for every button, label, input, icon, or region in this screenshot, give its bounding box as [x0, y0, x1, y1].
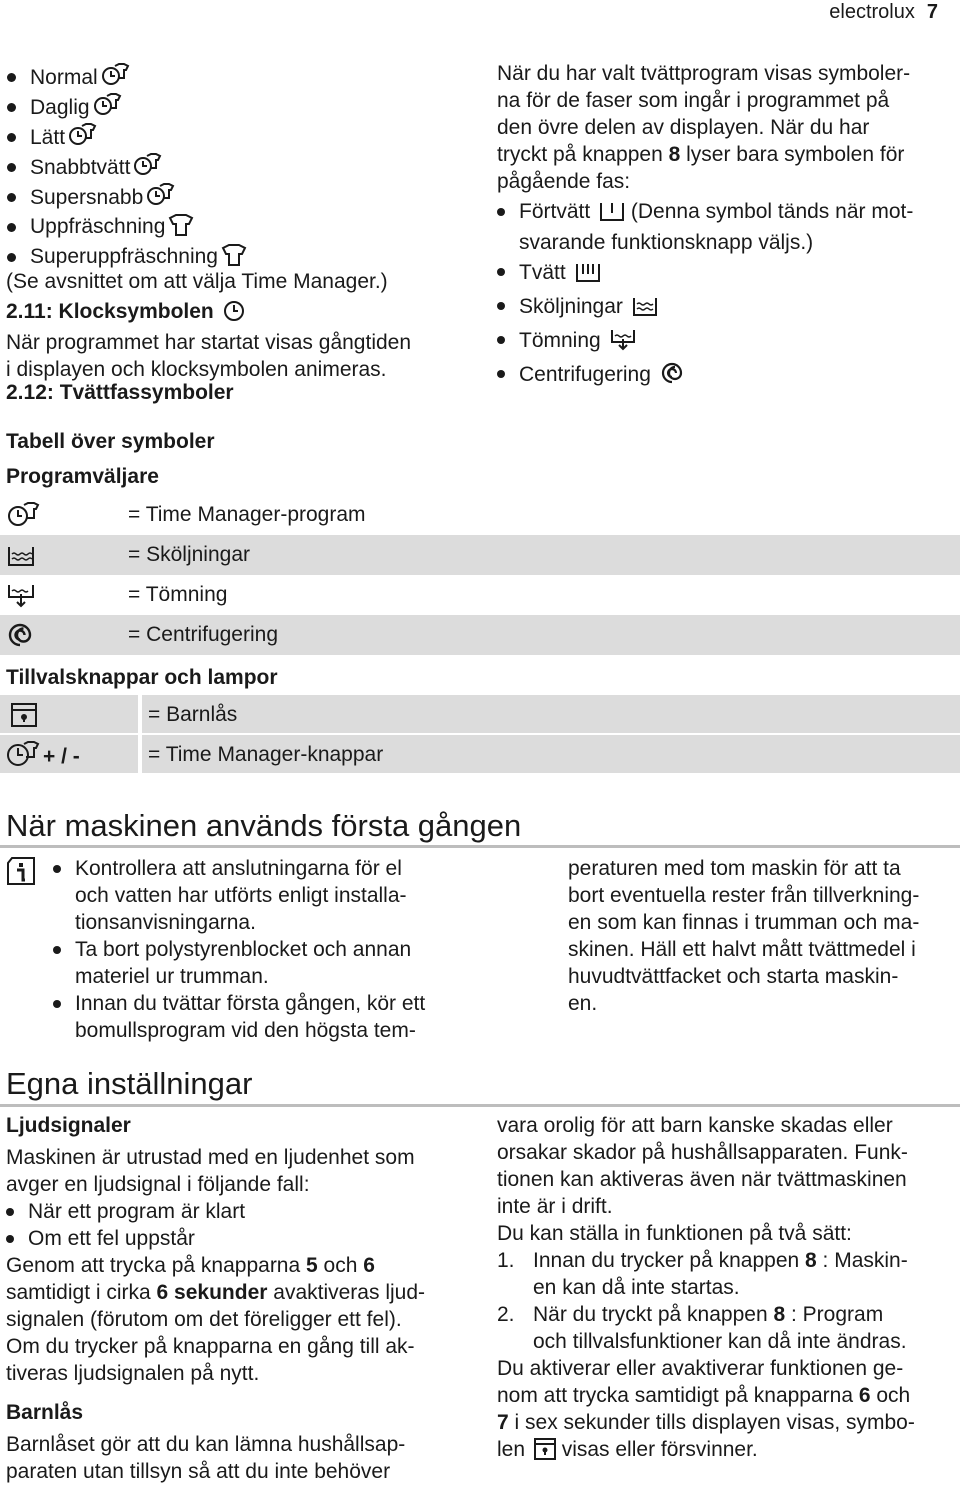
row-label: = Sköljningar: [128, 543, 250, 566]
phase-list: [497, 198, 957, 394]
list-item: Kontrollera att anslutningarna för el och vatten har utförts enligt installa- tionsanvisningarna.: [53, 855, 483, 936]
row-label: = Time Manager-knappar: [148, 743, 384, 766]
child-lock-icon: [534, 1438, 556, 1467]
selector-title: Programväljare: [6, 465, 159, 488]
lock-text: Barnlåset gör att du kan lämna hushållsap- paraten utan tillsyn så att du inte behöver: [6, 1433, 406, 1483]
sound-enable-text: Om du trycker på knapparna en gång till ak- tiveras ljudsignalen på nytt.: [6, 1335, 415, 1385]
brand-name: electrolux: [829, 1, 915, 23]
list-item: [6, 122, 247, 152]
phase-wash: Tvätt: [497, 258, 957, 292]
page-number: 7: [926, 1, 938, 23]
program-label: Normal: [30, 66, 98, 89]
phase-intro: [497, 60, 957, 195]
list-item: 2. När du tryckt på knappen 8 : Program och tillvalsfunktioner kan då inte ändras.: [497, 1303, 907, 1353]
own-settings-heading: Egna inställningar: [6, 1066, 253, 1101]
sound-disable-text: Genom att trycka på knapparna 5 och 6 samtidigt i cirka 6 sekunder avaktiveras ljud- signalen (förutom om det föreligger ett fel).: [6, 1254, 425, 1331]
phase-intro-line: den övre delen av displayen. När du har: [497, 116, 870, 139]
program-label: Supersnabb: [30, 186, 144, 209]
phase-intro-line: tryckt på knappen 8 lyser bara symbolen för: [497, 143, 905, 166]
section-divider: [0, 1104, 960, 1107]
phase-intro-line: pågående fas:: [497, 170, 631, 193]
spin-icon: [660, 361, 684, 394]
lock-title: Barnlås: [6, 1401, 84, 1424]
sound-text: Maskinen är utrustad med en ljudenhet som avger en ljudsignal i följande fall:: [6, 1146, 415, 1196]
lock-text-continued: vara orolig för att barn kanske skadas eller orsakar skador på hushållsapparaten. Funk- tionen kan aktiveras även när tvättmaskinen inte är i drift.: [497, 1114, 908, 1218]
own-left-column: [6, 1112, 476, 1485]
program-label: Lätt: [30, 126, 66, 149]
section-2-11-heading: 2.11: Klocksymbolen: [6, 300, 214, 323]
time-manager-note: (Se avsnittet om att välja Time Manager.): [6, 270, 388, 293]
list-item: [6, 62, 247, 92]
section-2-12-heading: 2.12: Tvättfassymboler: [6, 381, 234, 404]
wash-icon: [575, 261, 601, 292]
first-use-continued: peraturen med tom maskin för att ta bort eventuella rester från tillverkning- en som kan finnas i trumman och ma- skinen. Häll ett halvt mått tvättmedel i huvudtvättfacket och starta maskin- en.: [568, 857, 920, 1015]
row-label: = Tömning: [128, 583, 228, 606]
own-right-column: [497, 1112, 959, 1467]
list-item: Innan du tvättar första gången, kör ett bomullsprogram vid den högsta tem-: [53, 990, 483, 1044]
program-label: Superuppfräschning: [30, 245, 218, 268]
phase-intro-line: na för de faser som ingår i programmet på: [497, 89, 890, 112]
section-2-11: [6, 298, 411, 383]
options-table: [0, 695, 960, 775]
timer-tshirt-icon: [6, 740, 40, 782]
table-row: [0, 495, 960, 535]
lock-ways-intro: Du kan ställa in funktionen på två sätt:: [497, 1222, 852, 1245]
phase-intro-line: När du har valt tvättprogram visas symboler-: [497, 62, 911, 85]
table-row: [0, 615, 960, 655]
list-item: [6, 212, 247, 242]
table-row: [0, 535, 960, 575]
list-item: När ett program är klart: [6, 1198, 476, 1225]
phase-spin: Centrifugering: [497, 360, 957, 394]
table-row: [0, 735, 960, 775]
options-title: Tillvalsknappar och lampor: [6, 666, 278, 689]
phase-rinse: Sköljningar: [497, 292, 957, 326]
rinse-icon: [632, 295, 658, 326]
row-label: = Time Manager-program: [128, 503, 366, 526]
phase-drain: Tömning: [497, 326, 957, 360]
table-row: [0, 695, 960, 735]
row-label: = Barnlås: [148, 703, 238, 726]
first-use-heading: När maskinen används första gången: [6, 808, 522, 843]
program-label: Uppfräschning: [30, 215, 166, 238]
info-icon: [6, 856, 36, 893]
list-item: [6, 92, 247, 122]
time-manager-plus-minus: + / -: [43, 745, 80, 768]
program-label: Snabbtvätt: [30, 156, 131, 179]
program-label: Daglig: [30, 96, 90, 119]
section-2-11-line1: När programmet har startat visas gångtiden: [6, 331, 412, 354]
page-header: [829, 0, 938, 26]
program-list: [6, 62, 247, 272]
spin-icon: [7, 622, 33, 662]
section-divider: [0, 845, 960, 848]
prewash-icon: [599, 200, 625, 229]
list-item: 1. Innan du trycker på knappen 8 : Maskin- en kan då inte startas.: [497, 1249, 908, 1299]
drain-icon: [610, 327, 636, 360]
phase-prewash: Förtvätt (Denna symbol tänds när mot- svarande funktionsknapp väljs.): [497, 198, 957, 256]
clock-icon: [223, 300, 245, 329]
section-2-11-line2: i displayen och klocksymbolen animeras.: [6, 358, 387, 381]
list-item: Ta bort polystyrenblocket och annan materiel ur trumman.: [53, 936, 483, 990]
table-title: Tabell över symboler: [6, 430, 215, 453]
row-label: = Centrifugering: [128, 623, 279, 646]
list-item: [6, 182, 247, 212]
lock-toggle-text: Du aktiverar eller avaktiverar funktionen ge- nom att trycka samtidigt på knapparna 6 och 7 i sex sekunder tills displayen visas, symbo- len visas eller försvinner.: [497, 1355, 959, 1467]
first-use-bullets: [53, 855, 483, 1044]
list-item: [6, 152, 247, 182]
list-item: Om ett fel uppstår: [6, 1225, 476, 1252]
selector-table: [0, 495, 960, 655]
sound-title: Ljudsignaler: [6, 1114, 131, 1137]
table-row: [0, 575, 960, 615]
